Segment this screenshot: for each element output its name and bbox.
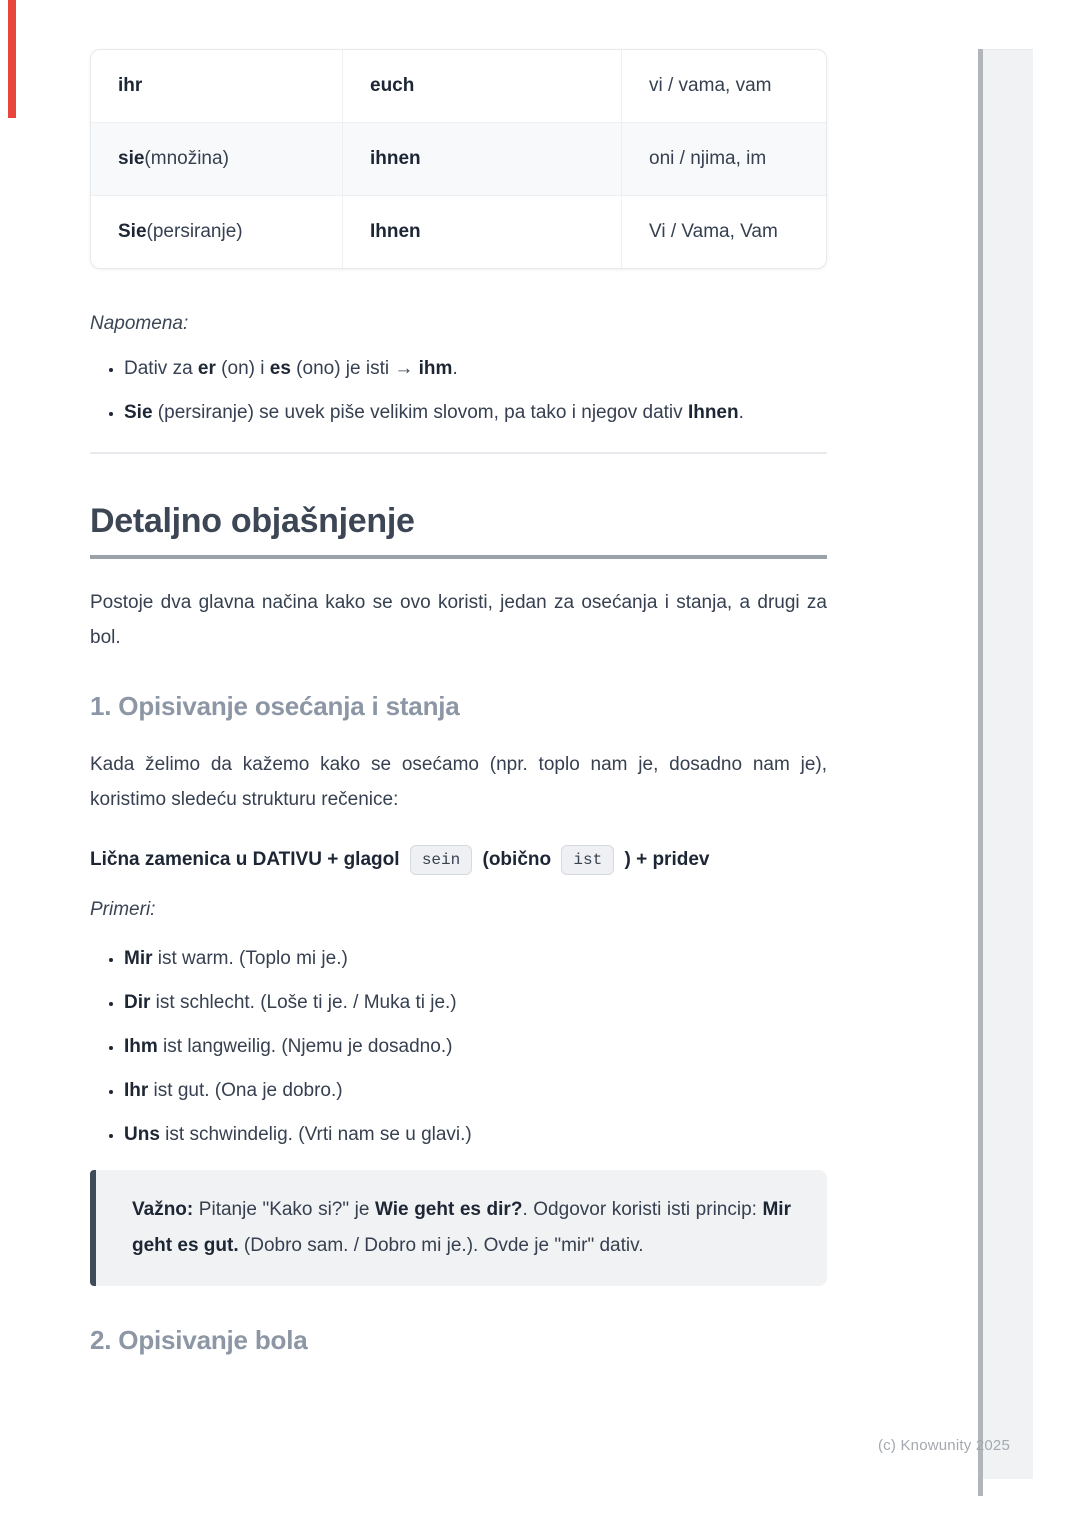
callout-text <box>132 1192 791 1264</box>
inline-code-chip: ist <box>561 845 614 875</box>
section-divider <box>90 452 827 454</box>
scrollbar-thumb[interactable] <box>978 49 983 1496</box>
text-segment: (persiranje) se uvek piše velikim slovom, pa tako i njegov dativ <box>152 402 688 423</box>
text-segment: Mir <box>124 948 153 969</box>
cell-nominative <box>91 196 343 268</box>
cell-serbian: Vi / Vama, Vam <box>649 221 778 242</box>
text-segment: ist schlecht. (Loše ti je. / Muka ti je.) <box>150 992 457 1013</box>
section2-heading: 2. Opisivanje bola <box>90 1325 308 1355</box>
list-item <box>124 1029 827 1064</box>
text-segment: Pitanje "Kako si?" je <box>193 1199 376 1220</box>
cell-nominative <box>91 50 343 122</box>
inline-code-chip: sein <box>410 845 472 875</box>
text-segment: ) + pridev <box>619 849 710 870</box>
text-segment: (on) i <box>215 358 270 379</box>
text-segment: ihnen <box>370 148 421 169</box>
cell-dative <box>343 196 622 268</box>
list-item <box>124 985 827 1020</box>
cell-serbian: oni / njima, im <box>649 148 767 169</box>
cell-serbian: vi / vama, vam <box>649 75 772 96</box>
text-segment: Ihm <box>124 1036 158 1057</box>
copyright-notice: (c) Knowunity 2025 <box>877 1437 1010 1454</box>
text-segment: ist gut. (Ona je dobro.) <box>148 1080 343 1101</box>
text-segment: Dativ za <box>124 358 198 379</box>
formula-line <box>90 839 827 881</box>
napomena-list <box>90 351 827 430</box>
list-item <box>124 1073 827 1108</box>
intro-paragraph: Postoje dva glavna načina kako se ovo koristi, jedan za osećanja i stanja, a drugi za bol. <box>90 592 827 648</box>
napomena-label: Napomena: <box>90 313 189 334</box>
text-segment: (obično <box>477 849 557 870</box>
text-segment: (Dobro sam. / Dobro mi je.). Ovde je "mir" dativ. <box>238 1235 644 1256</box>
text-segment: Uns <box>124 1124 160 1145</box>
table-row <box>91 122 826 195</box>
text-segment: Ihnen <box>370 221 421 242</box>
text-segment: (množina) <box>144 148 229 169</box>
list-item <box>124 351 827 386</box>
main-heading: Detaljno objašnjenje <box>90 499 827 559</box>
text-segment: ihm <box>418 358 453 379</box>
text-segment: ist warm. (Toplo mi je.) <box>152 948 348 969</box>
table-row <box>91 50 826 122</box>
pronoun-table <box>90 49 827 269</box>
cell-nominative <box>91 123 343 195</box>
text-segment: Ihr <box>124 1080 149 1101</box>
text-segment: (persiranje) <box>146 221 243 242</box>
text-segment: Wie geht es dir? <box>375 1199 523 1220</box>
text-segment: . <box>452 358 458 379</box>
document-content <box>90 0 827 1357</box>
section1-intro: Kada želimo da kažemo kako se osećamo (npr. toplo nam je, dosadno nam je), koristimo sledeću strukturu rečenice: <box>90 754 827 810</box>
important-callout <box>90 1170 827 1286</box>
text-segment: Dir <box>124 992 151 1013</box>
examples-list <box>90 941 827 1152</box>
text-segment: Sie <box>118 221 147 242</box>
list-item <box>124 941 827 976</box>
cell-dative <box>343 123 622 195</box>
text-segment: (ono) je isti → <box>290 358 419 379</box>
text-segment: . <box>738 402 744 423</box>
text-segment: Ihnen <box>687 402 739 423</box>
text-segment: Važno: <box>132 1199 194 1220</box>
primeri-label: Primeri: <box>90 899 156 920</box>
text-segment: ihr <box>118 75 143 96</box>
text-segment: Mir geht es gut. <box>132 1199 791 1256</box>
red-edge-marker <box>8 0 16 118</box>
text-segment: . Odgovor koristi isti princip: <box>522 1199 763 1220</box>
table-row <box>91 195 826 268</box>
text-segment: er <box>197 358 216 379</box>
scrollbar-track[interactable] <box>978 49 1033 1479</box>
text-segment: sie <box>118 148 145 169</box>
cell-dative <box>343 50 622 122</box>
text-segment: Lična zamenica u DATIVU + glagol <box>90 849 405 870</box>
text-segment: ist schwindelig. (Vrti nam se u glavi.) <box>159 1124 472 1145</box>
list-item <box>124 395 827 430</box>
text-segment: ist langweilig. (Njemu je dosadno.) <box>157 1036 453 1057</box>
section1-heading: 1. Opisivanje osećanja i stanja <box>90 691 460 721</box>
text-segment: euch <box>370 75 415 96</box>
text-segment: es <box>269 358 291 379</box>
list-item <box>124 1117 827 1152</box>
text-segment: Sie <box>124 402 153 423</box>
